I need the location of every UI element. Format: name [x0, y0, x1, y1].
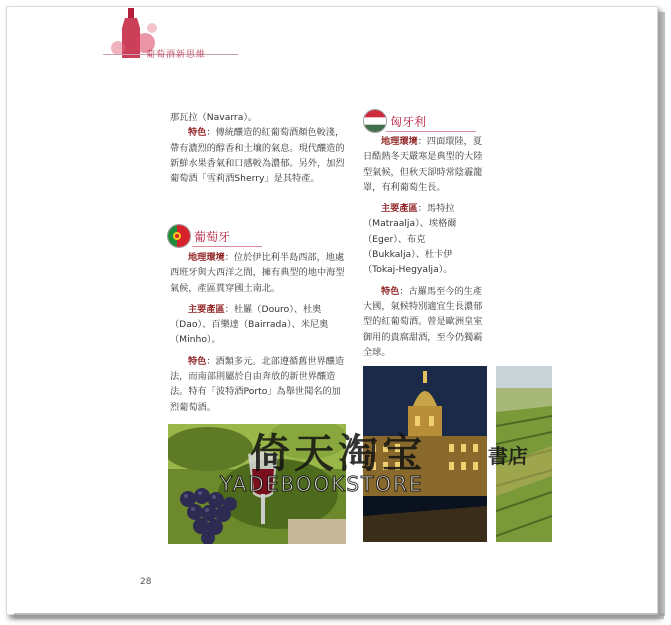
- portugal-regions: [170, 302, 350, 348]
- page-number: 28: [140, 577, 152, 587]
- keyword-regions: 主要產區: [381, 203, 418, 215]
- country-name-portugal: 葡萄牙: [194, 229, 231, 244]
- text-feature: ：古羅馬至今的生產大國，氣候特別適宜生長濃郁型的紅葡萄酒。曾是歐洲皇室御用的貴腐甜酒，至今仍獨霸全球。: [363, 285, 483, 358]
- portugal-geo: [170, 250, 350, 296]
- grapes-wine-photo: [168, 424, 346, 544]
- text-geo: ：四面環陸，夏日酷熱冬天嚴寒是典型的大陸型氣候，但秋天卻時常陰霾籠罩，有利葡萄生長。: [363, 136, 483, 193]
- hungary-feature: [363, 284, 487, 360]
- keyword-regions: 主要產區: [188, 303, 225, 315]
- portugal-flag-icon: [168, 225, 190, 247]
- paragraph-spain-feature: [170, 125, 350, 186]
- heading-underline: [192, 246, 262, 247]
- keyword-geo: 地理環境: [381, 136, 418, 147]
- watermark-english: YADEBOOKSTORE: [220, 472, 424, 496]
- heading-underline: [386, 131, 476, 132]
- text-geo: ：位於伊比利半島西部，地處西班牙與大西洋之間，擁有典型的地中海型氣候，產區貫穿國土南北。: [170, 252, 345, 294]
- hungary-section: [363, 134, 487, 360]
- keyword-feature: 特色: [381, 285, 400, 297]
- paragraph-navarra: 那瓦拉（Navarra）。: [170, 112, 258, 123]
- heading-hungary: [364, 110, 426, 132]
- running-header: 葡萄酒新思維: [146, 50, 207, 60]
- text-feature: ：傳統釀造的紅葡萄酒顏色較淺，帶有濃烈的醇香和土壤的氣息。現代釀造的新鮮水果香氣和口感較為濃郁。另外，加烈葡萄酒「雪莉酒Sherry」是其特產。: [170, 127, 345, 185]
- vineyard-photo: [496, 366, 552, 542]
- left-column: [170, 110, 350, 186]
- text-feature: ：酒類多元。北部遵循舊世界釀造法，而南部則屬於自由奔放的新世界釀造法。特有「波特酒Porto」為舉世聞名的加烈葡萄酒。: [170, 355, 345, 413]
- hungary-flag-icon: [364, 110, 386, 132]
- budapest-castle-photo: [363, 366, 487, 542]
- hungary-geo: [363, 134, 487, 195]
- country-name-hungary: 匈牙利: [390, 114, 427, 129]
- text-regions: ：杜羅（Douro）、杜奧（Dao）、百樂達（Bairrada）、米尼奧（Minho）。: [170, 303, 329, 346]
- keyword-feature: 特色: [188, 127, 207, 139]
- page-shadow-right: [659, 12, 665, 616]
- watermark-small: 書店: [488, 444, 528, 468]
- keyword-geo: 地理環境: [188, 252, 225, 263]
- heading-portugal: [168, 225, 230, 247]
- page-shadow-bottom: [14, 613, 664, 619]
- portugal-feature: [170, 354, 350, 415]
- keyword-feature: 特色: [188, 355, 207, 367]
- portugal-section: [170, 250, 350, 415]
- hungary-regions: [363, 201, 487, 277]
- text-regions: ：馬特拉（Matraalja）、埃格爾（Eger）、布克（Bukkalja）、杜卡伊（Tokaj-Hegyalja）。: [363, 203, 457, 276]
- watermark-chinese: 倚天淘宝: [250, 430, 426, 477]
